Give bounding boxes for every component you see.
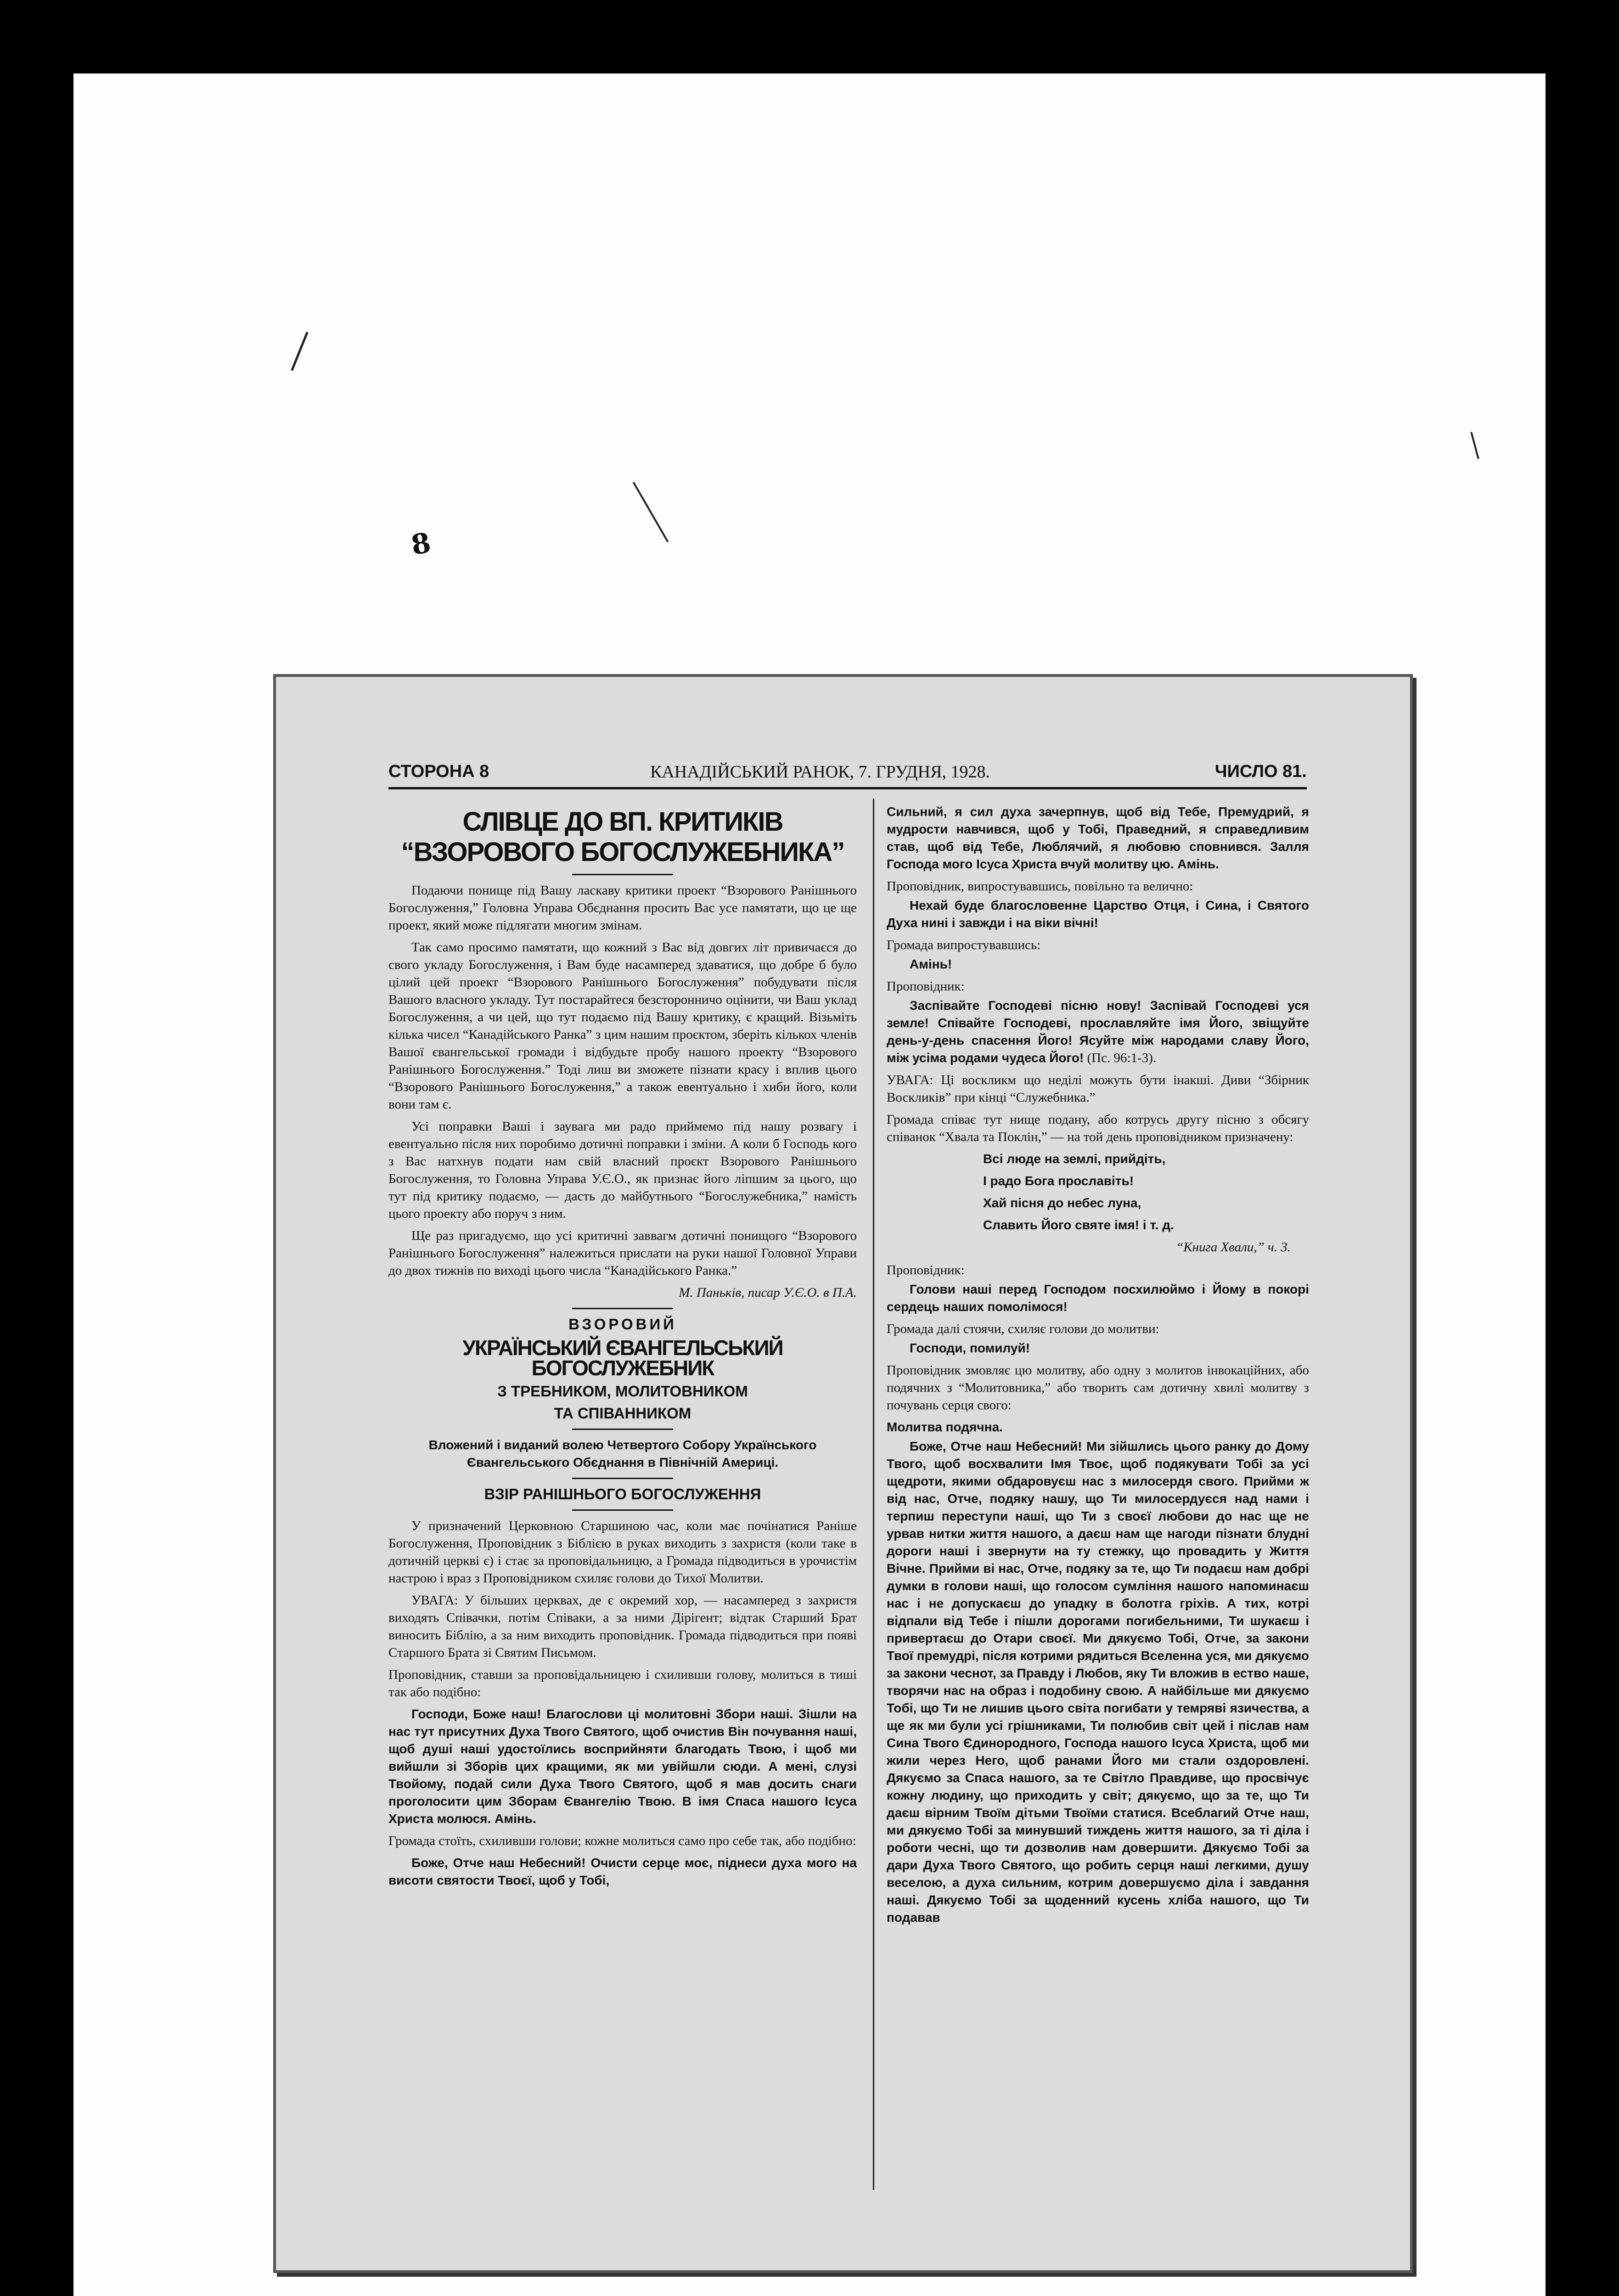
right-column (887, 803, 1309, 2190)
prayer-heading: Молитва подячна. (887, 1420, 1003, 1434)
book-title: УКРАЇНСЬКИЙ ЄВАНГЕЛЬСЬКИЙ БОГОСЛУЖЕБНИК (462, 1336, 783, 1380)
hymn-line: Хай пісня до небес луна, (983, 1196, 1141, 1210)
issue-number: ЧИСЛО 81. (1214, 762, 1307, 781)
left-column (388, 803, 857, 2190)
paragraph: Громада співає тут нище подану, або котрусь другу пісню з обсягу співанок “Хвала та Поклін,” — на той день проповідником призначену: (887, 1112, 1309, 1144)
rubric: Проповідник: (887, 979, 965, 994)
prayer: Боже, Отче наш Небесний! Ми зійшлись цього ранку до Дому Твого, щоб восхвалити Імя Твоє, щоб подякувати Тобі за усі щедроти, якими обдаровуєш нас з милосердя свого. Прийми ж від нас, Отче, подяку нашу, що Ти милосердуєся над нами і терпиш переступи наші, що Ти з своєї любови до нас ще не урвав нитки життя нашого, а даєш нам ще нагоди пізнати блудні дороги наші і звернути на ту стежку, що провадить у Життя Вічне. Прийми ві нас, Отче, подяку за те, що Ти подаєш нам добрі думки в голови наші, що голосом сумління нашого напоминаєш нас і не допускаєш до упадку в болотга гріхів. А тих, котрі відпали від Тебе і пішли дорогами погибельними, Ти шукаєш і привертаєш до Отари своєї. Ми дякуємо Тобі, Отче, за закони Твої премудрі, після котрими рядиться Вселенна уся, ми дякуємо за закони чеснот, за Правду і Любов, яку Ти вложив в ество наше, творячи нас на образ і подобину свою. А найбільше ми дякуємо Тобі, що Ти не лишив цього світа погибати у темряві язичества, а ще як ми були усі грішниками, Ти полюбив світ цей і післав нам Сина Твого Єдинородного, Господа нашого Ісуса Христа, щоб ми жили через Него, щоб ранами Його ми стали оздоровлені. Дякуємо за Спаса нашого, за те Світло Правдиве, що просвічує кожну людину, що приходить у світ; дякуємо, що за те, що Ти даєш вірним Твоїм дітьми Твоїми статися. Всеблагий Отче наш, ми дякуємо Тобі за минувший тиждень життя нашого, за ті діла і роботи чесні, що ти дозволив нам довершити. Дякуємо Тобі за дари Духа Твого Святого, що робить серця наші легкими, душу веселою, а духа сильним, котрим довершуємо діла і завдання наші. Дякуємо Тобі за щоденний кусень хліба нашого, що Ти подавав (887, 1439, 1309, 1925)
hymn-line: Славить Його святе імя! і т. д. (983, 1218, 1174, 1232)
paragraph: Громада стоїть, схиливши голови; кожне молиться само про себе так, або подібно: (388, 1834, 856, 1848)
column-divider (873, 799, 874, 2190)
paragraph: УВАГА: Ці воскликм що неділі можуть бути інакші. Диви “Збірник Воскликів” при кінці “Служебника.” (887, 1073, 1309, 1105)
book-subtitle-2: ТА СПІВАННИКОМ (554, 1405, 691, 1422)
newspaper-page (273, 674, 1413, 2273)
paragraph: Ще раз пригадуємо, що усі критичні заввагм дотичні понищого “Взорового Ранішнього Богослуження” належиться прислати на руки нашої Головної Управи до двох тижнів по виході цього числа “Канадійського Ранка.” (388, 1228, 857, 1278)
paragraph: Проповідник змовляє цю молитву, або одну з молитов інвокаційних, або подячних з “Молитовника,” або творить сам дотичну хвилі молитву з почувань серця свого: (887, 1363, 1309, 1412)
subtitle-rule (572, 1429, 673, 1430)
film-scratch (633, 482, 669, 542)
rubric: Проповідник, випростувавшись, повільно та велично: (887, 879, 1193, 894)
rubric: Проповідник: (887, 1263, 965, 1277)
hymn-reference: “Книга Хвали,” ч. 3. (1176, 1240, 1291, 1255)
paragraph: У призначений Церковною Старшиною час, коли має почінатися Раніше Богослуження, Проповідник з Біблією в руках виходить з захристя (коли таке в дотичній церкві є) і стає за проповідальницю, а Громада підводиться в урочистім настрою і враз з Проповідником схиляє голови до Тихої Молитви. (388, 1519, 857, 1586)
page-header (388, 762, 1307, 785)
prayer: Господи, Боже наш! Благослови ці молитовні Збори наші. Зішли на нас тут присутних Духа Твого Святого, щоб очистив Він почування наші, щоб душі наші удостоїлись восприйняти благодать Твою, і щоб ми вийшли зі Зборів цих кращими, як ми увійшли сюди. А мені, слузі Твойому, подай сили Духа Твого Святого, щоб я мав досить снаги проголосити цим Зборам Євангелію Твою. В імя Спаса нашого Ісуса Христа молюся. Амінь. (388, 1707, 857, 1826)
prayer: Голови наші перед Господом посхилюймо і Йому в покорі сердець наших помолімося! (887, 1282, 1309, 1314)
film-scratch (1470, 432, 1479, 459)
film-scratch (291, 332, 308, 371)
rubric: Громада випростувавшись: (887, 938, 1041, 952)
paragraph: Подаючи понище під Вашу ласкаву критики проект “Взорового Ранішнього Богослуження,” Головна Управа Обєднання просить Вас усе памятати, що це ще проект, який може підлягати многим змінам. (388, 883, 857, 933)
film-mark: 8 (409, 526, 433, 562)
prayer: Нехай буде благословенне Царство Отця, і Сина, і Святого Духа нині і завжди і на віки вічні! (887, 898, 1309, 930)
publication-note: Вложений і виданий волею Четвертого Собору Українського Євангельського Обєднання в Північній Америці. (428, 1438, 817, 1469)
section-rule (572, 1308, 673, 1309)
signature: М. Паньків, писар У.Є.О. в П.А. (679, 1285, 857, 1300)
paragraph: Усі поправки Ваші і заувага ми радо приймемо під нашу розвагу і евентуально після них поробимо дотичні поправки і зміни. А коли б Господь кого з Вас натхнув подати нам свій власний проєкт Взорового Ранішнього Богослуження, то Головна Управа У.Є.О., як признає його ліпшим за цього, що тут під критику подаємо, — дасть до майбутнього “Богослужебника,” намість цього проекту або поруч з ним. (388, 1119, 857, 1221)
hymn-line: Всі люде на землі, прийдіть, (983, 1152, 1166, 1166)
psalm-text: Заспівайте Господеві пісню нову! Заспівай Господеві уся земле! Співайте Господеві, прославляйте імя Його, звіщуйте день-у-день спасення Його! Ясуйте між народами славу Його, між усіма родами чудеса Його! (887, 998, 1309, 1065)
prayer: Боже, Отче наш Небесний! Очисти серце моє, піднеси духа мого на висоти святости Твоєї, щоб у Тобі, (388, 1856, 857, 1887)
prayer: Сильний, я сил духа зачерпнув, щоб від Тебе, Премудрий, я мудрости навчився, щоб у Тобі, Праведний, я справедливим став, щоб від Тебе, Люблячий, я любовю сповнився. Залля Господа мого Ісуса Христа вчуй молитву цю. Амінь. (887, 805, 1309, 871)
psalm-reference: (Пс. 96:1-3). (1087, 1051, 1157, 1065)
paragraph: Так само просимо памятати, що кожний з Вас від довгих літ привичаєся до свого укладу Богослуження, і Вам буде насамперед здаватися, що добре б було цілий цей проект “Взорового Ранішнього Богослуження” побудувати після Вашого власного укладу. Тут постарайтеся безсторонничо оцінити, чи Ваш уклад Богослуження, а чи цей, що тут подаємо під Вашу критику, є кращий. Візьміть кілька чисел “Канадійського Ранка” з цим нашим проєктом, зберіть кількох членів Вашої євангельської громади і відбудьте пробу нашого проекту “Взорового Ранішнього Богослуження.” Тоді лиш ви зможете пізнати красу і вплив цього “Взорового Ранішнього Богослуження,” а також евентуально і хиби його, коли вони там є. (388, 940, 857, 1112)
section-title: ВЗІР РАНІШНЬОГО БОГОСЛУЖЕННЯ (484, 1486, 761, 1503)
psalm (887, 997, 1309, 1067)
header-rule (388, 787, 1307, 789)
paragraph: Проповідник, ставши за проповідальницею і схиливши голову, молиться в тиші так або подібно: (388, 1667, 857, 1699)
newspaper-name: КАНАДІЙСЬКИЙ РАНОК, 7. ГРУДНЯ, 1928. (650, 762, 990, 782)
title-rule (572, 874, 673, 875)
paragraph: УВАГА: У більших церквах, де є окремий хор, — насамперед з захристя виходять Співачки, потім Співаки, а за ними Дірігент; відтак Старший Брат виносить Біблію, а за ним виходить проповідник. Громада підводиться при появі Старшого Брата зі Святим Письмом. (388, 1593, 857, 1660)
page-number: СТОРОНА 8 (388, 762, 489, 781)
response: Господи, помилуй! (910, 1341, 1030, 1355)
kicker: ВЗОРОВИЙ (568, 1316, 677, 1333)
note-rule (572, 1478, 673, 1479)
rubric: Громада далі стоячи, схиляє голови до молитви: (887, 1322, 1159, 1336)
hymn-line: І радо Бога прославіть! (983, 1174, 1134, 1188)
book-subtitle-1: З ТРЕБНИКОМ, МОЛИТОВНИКОМ (497, 1383, 748, 1400)
article-title: СЛІВЦЕ ДО ВП. КРИТИКІВ “ВЗОРОВОГО БОГОСЛУЖЕБНИКА” (401, 807, 844, 867)
response: Амінь! (910, 957, 952, 971)
section-title-rule (572, 1509, 673, 1511)
